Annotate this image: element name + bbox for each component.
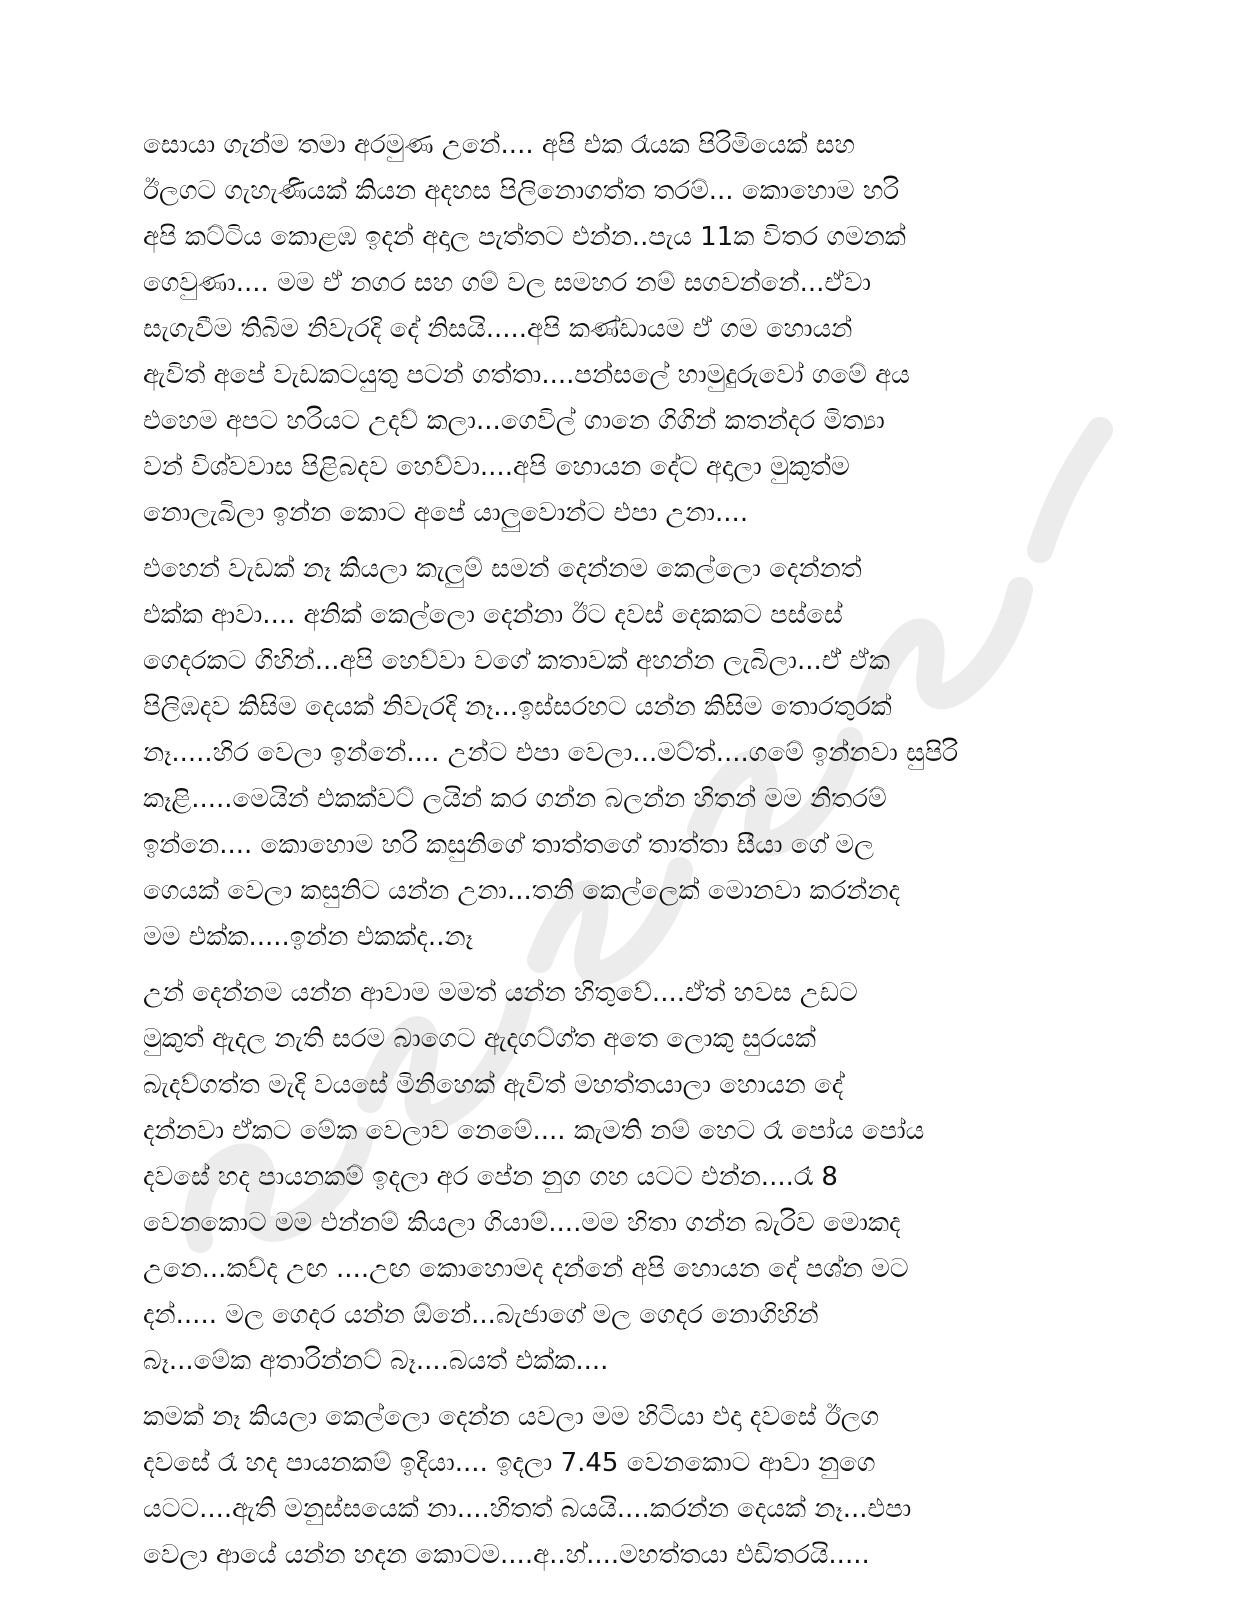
text-line: ඊලගට ගැහැණියක් කියන අදහස පිලිනොගත්ත තරම්... කොහොම හරි	[143, 176, 900, 206]
text-line: කමක් නෑ කියලා කෙල්ලො දෙන්න යවලා මම හිටියා එදා දවසේ ඊලග	[143, 1402, 880, 1432]
document-page	[143, 0, 1103, 1578]
text-line: දන්නවා ඒකට මේක වෙලාව නෙමේ.... කැමති නම් හෙට රෑ පෝය පෝය	[143, 1116, 925, 1146]
text-line: පිලිඹදව කිසිම දෙයක් නිවැරදි නෑ...ඉස්සරහට යන්න කිසිම තොරතුරක්	[143, 692, 892, 722]
text-line: සැගැවීම තිබිම නිවැරදි දේ නිසයි.....අපි කණ්ඩායම ඒ ගම හොයන්	[143, 314, 853, 344]
text-line: ඉන්නෙ.... කොහොම හරි කසුනිගේ තාත්තගේ තාත්තා සීයා ගේ මල	[143, 830, 874, 860]
text-line: උන් දෙන්නම යන්න ආවාම මමත් යන්න හිතුවේ....ඒත් හවස උඩට	[143, 978, 858, 1008]
text-line: වෙනකොට මම එන්නම් කියලා ගියාම්....මම හිතා ගන්න බැරිව මොකද	[143, 1208, 901, 1238]
text-line: එක්ක ආවා.... අනික් කෙල්ලො දෙන්නා ඊට දවස් දෙකකට පස්සේ	[143, 600, 843, 630]
text-line: බැදව්ගත්ත මැදි වයසේ මිනිහෙක් ඇවිත් මහත්තයාලා හොයන දේ	[143, 1070, 844, 1100]
text-line: වන් විශ්වවාස පිළිබදව හෙව්වා....අපි හොයන දේට අදාලා මුකුත්ම	[143, 452, 850, 482]
text-line: දන්..... මල ගෙදර යන්න ඕනේ...බැජාගේ මල ගෙදර නොගිහින්	[143, 1300, 819, 1330]
paragraph-3	[143, 970, 1103, 1384]
text-line: ඇවිත් අපේ වැඩකටයුතු පටන් ගත්තා....පන්සලේ හාමුදුරුවෝ ගමේ අය	[143, 360, 910, 390]
text-line: වෙලා ආයේ යන්න හදන කොටම....අ..හ්....මහත්තයා එඩිතරයි.....	[143, 1540, 870, 1570]
text-line: මුකුත් ඇදල නැති සරම බාගෙට ඇදගට්ග්ත අතෙ ලොකු සුරයක්	[143, 1024, 817, 1054]
paragraph-1	[143, 122, 1103, 536]
text-line: මම එක්ක.....ඉන්න එකක්ද..නෑ	[143, 922, 473, 952]
text-line: ගෙවුණා.... මම ඒ නගර සහ ගම් වල සමහර නම් සගවන්නේ...ඒවා	[143, 268, 872, 298]
text-line: උනෙ...කව්ද උඟ ....උඟ කොහොමද දන්නේ අපි හොයන දේ පශ්න මට	[143, 1254, 909, 1284]
text-line: නොලැබිලා ඉන්න කොට අපේ යාලුවොන්ට එපා උනා....	[143, 498, 749, 528]
text-line: නෑ.....හිර වෙලා ඉන්නේ.... උන්ට එපා වෙලා...මට්ත්....ගමේ ඉන්නවා සුපිරි	[143, 738, 959, 768]
text-line: ගෙදරකට ගිහින්...අපි හෙව්වා වගේ කතාවක් අහන්න ලැබිලා...ඒ් ඒක	[143, 646, 890, 676]
text-line: ගෙයක් වෙලා කසුනිට යන්න උනා...තනි කෙල්ලෙක් මොනවා කරන්නද	[143, 876, 901, 906]
text-line: එහෙම අපට හරියට උදව් කලා...ගෙවිල් ගානෙ ගිගින් කතන්දර මිත්‍යා	[143, 406, 885, 436]
paragraph-4	[143, 1394, 1103, 1578]
text-line: යටට....ඇති මනුස්සයෙක් නා....හිතත් බයයි....කරන්න දෙයක් නෑ...එපා	[143, 1494, 912, 1524]
text-line: දවසේ හද පායනකම් ඉදලා අර පේන නුග ගහ යටට එන්න....රෑ 8	[143, 1162, 838, 1192]
text-line: බෑ...මේක අතාරින්නට් බෑ....බයත් එක්ක....	[143, 1346, 609, 1376]
text-line: එහෙන් වැඩක් නෑ කියලා කැලුම් සමන් දෙන්නම කෙල්ලො දෙන්නත්	[143, 554, 862, 584]
text-line: සොයා ගැන්ම තමා අරමුණ උනේ.... අපි එක රෑයක පිරිමියෙක් සහ	[143, 130, 855, 160]
paragraph-2	[143, 546, 1103, 960]
text-line: දවසේ රෑ හද පායනකම් ඉදියා.... ඉදලා 7.45 වෙනකොට ආවා නුගෙ	[143, 1448, 876, 1478]
text-line: කෑළි.....මෙයින් එකක්වට් ලයින් කර ගන්න බලන්න හිතන් මම නිතරම්	[143, 784, 887, 814]
text-line: අපි කට්ටිය කොළඹ ඉදන් අදාල පැත්තට එන්න..පැය 11ක විතර ගමනක්	[143, 222, 906, 252]
